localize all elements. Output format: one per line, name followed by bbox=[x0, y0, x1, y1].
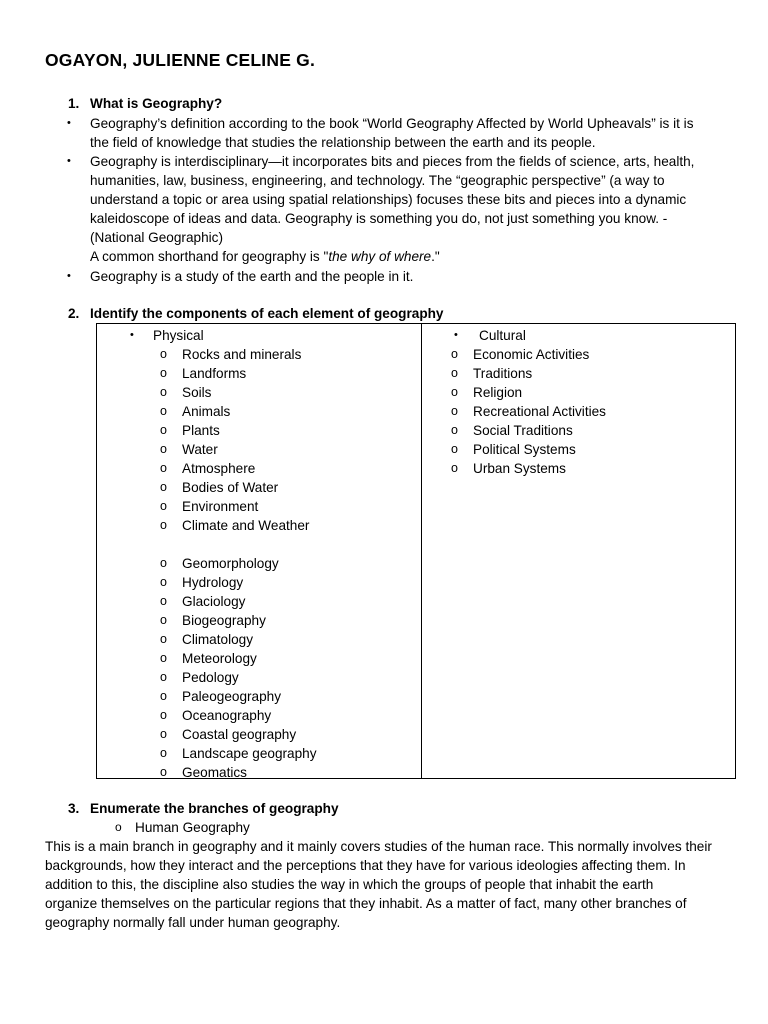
physical-item: Rocks and minerals bbox=[182, 347, 302, 362]
physical-field: Oceanography bbox=[182, 708, 272, 723]
physical-field: Hydrology bbox=[182, 575, 244, 590]
sub-bullet-icon: o bbox=[160, 594, 167, 608]
physical-field: Coastal geography bbox=[182, 727, 297, 742]
sub-bullet-icon: o bbox=[160, 708, 167, 722]
sub-bullet-icon: o bbox=[451, 461, 458, 475]
physical-field: Biogeography bbox=[182, 613, 266, 628]
q1-bullet-1-line-2: the field of knowledge that studies the relationship between the earth and its people. bbox=[90, 135, 596, 150]
bullet-icon: • bbox=[130, 329, 134, 341]
bullet-icon: • bbox=[454, 329, 458, 341]
paragraph-line: backgrounds, how they interact and the perceptions that they have for various ideologies affecting them. In bbox=[45, 858, 686, 873]
author-name: OGAYON, JULIENNE CELINE G. bbox=[45, 50, 316, 70]
sub-bullet-icon: o bbox=[451, 442, 458, 456]
sub-bullet-icon: o bbox=[160, 404, 167, 418]
physical-field: Geomatics bbox=[182, 765, 247, 780]
physical-item: Soils bbox=[182, 385, 212, 400]
q1-heading: What is Geography? bbox=[90, 96, 223, 111]
physical-item: Environment bbox=[182, 499, 259, 514]
q3-number: 3. bbox=[68, 801, 80, 816]
physical-item: Climate and Weather bbox=[182, 518, 310, 533]
table-divider bbox=[421, 324, 422, 778]
sub-bullet-icon: o bbox=[160, 632, 167, 646]
paragraph-line: addition to this, the discipline also studies the way in which the groups of people that inhabit the earth bbox=[45, 877, 654, 892]
q1-bullet-2-line-5: (National Geographic) bbox=[90, 230, 223, 245]
cultural-item: Recreational Activities bbox=[473, 404, 606, 419]
sub-bullet-icon: o bbox=[160, 518, 167, 532]
sub-bullet-icon: o bbox=[115, 820, 122, 834]
q1-shorthand-line bbox=[90, 247, 440, 266]
cultural-header: Cultural bbox=[479, 328, 526, 343]
paragraph-line: This is a main branch in geography and it mainly covers studies of the human race. This normally involves their bbox=[45, 839, 712, 854]
sub-bullet-icon: o bbox=[160, 347, 167, 361]
paragraph-line: geography normally fall under human geography. bbox=[45, 915, 341, 930]
sub-bullet-icon: o bbox=[451, 423, 458, 437]
physical-field: Paleogeography bbox=[182, 689, 282, 704]
q2-heading: Identify the components of each element of geography bbox=[90, 306, 444, 321]
sub-bullet-icon: o bbox=[160, 366, 167, 380]
cultural-item: Urban Systems bbox=[473, 461, 566, 476]
physical-item: Landforms bbox=[182, 366, 247, 381]
sub-bullet-icon: o bbox=[160, 613, 167, 627]
q1-bullet-2-line-3: understand a topic or area using spatial relationships) focuses these bits and pieces into a dynamic bbox=[90, 192, 687, 207]
sub-bullet-icon: o bbox=[160, 670, 167, 684]
cultural-item: Social Traditions bbox=[473, 423, 573, 438]
q2-number: 2. bbox=[68, 306, 80, 321]
sub-bullet-icon: o bbox=[160, 385, 167, 399]
physical-item: Atmosphere bbox=[182, 461, 256, 476]
sub-bullet-icon: o bbox=[451, 404, 458, 418]
cultural-item: Economic Activities bbox=[473, 347, 590, 362]
sub-bullet-icon: o bbox=[160, 556, 167, 570]
sub-bullet-icon: o bbox=[451, 385, 458, 399]
sub-bullet-icon: o bbox=[160, 727, 167, 741]
bullet-icon: • bbox=[67, 155, 71, 167]
q1-number: 1. bbox=[68, 96, 80, 111]
sub-bullet-icon: o bbox=[160, 461, 167, 475]
elements-table bbox=[96, 323, 736, 779]
sub-bullet-icon: o bbox=[451, 347, 458, 361]
physical-item: Water bbox=[182, 442, 218, 457]
q3-sub-item: Human Geography bbox=[135, 820, 250, 835]
sub-bullet-icon: o bbox=[160, 499, 167, 513]
sub-bullet-icon: o bbox=[160, 689, 167, 703]
physical-item: Animals bbox=[182, 404, 231, 419]
paragraph-line: organize themselves on the particular regions that they inhabit. As a matter of fact, many other branches of bbox=[45, 896, 687, 911]
sub-bullet-icon: o bbox=[160, 480, 167, 494]
human-geography-paragraph bbox=[45, 837, 735, 932]
q1-bullet-1-line-1: Geography’s definition according to the book “World Geography Affected by World Upheavals” is it is bbox=[90, 116, 694, 131]
physical-field: Landscape geography bbox=[182, 746, 317, 761]
bullet-icon: • bbox=[67, 270, 71, 282]
q1-bullet-2-line-1: Geography is interdisciplinary—it incorporates bits and pieces from the fields of science, arts, health, bbox=[90, 154, 695, 169]
sub-bullet-icon: o bbox=[160, 442, 167, 456]
sub-bullet-icon: o bbox=[160, 651, 167, 665]
physical-item: Bodies of Water bbox=[182, 480, 279, 495]
physical-header: Physical bbox=[153, 328, 204, 343]
sub-bullet-icon: o bbox=[160, 746, 167, 760]
physical-field: Pedology bbox=[182, 670, 239, 685]
sub-bullet-icon: o bbox=[160, 575, 167, 589]
shorthand-suffix: ." bbox=[431, 249, 440, 264]
physical-item: Plants bbox=[182, 423, 220, 438]
physical-field: Meteorology bbox=[182, 651, 257, 666]
cultural-item: Political Systems bbox=[473, 442, 576, 457]
bullet-icon: • bbox=[67, 117, 71, 129]
cultural-item: Religion bbox=[473, 385, 523, 400]
shorthand-italic: the why of where bbox=[328, 249, 432, 264]
q1-bullet-3-line-1: Geography is a study of the earth and the people in it. bbox=[90, 269, 414, 284]
sub-bullet-icon: o bbox=[160, 765, 167, 779]
physical-field: Geomorphology bbox=[182, 556, 279, 571]
q3-heading: Enumerate the branches of geography bbox=[90, 801, 339, 816]
sub-bullet-icon: o bbox=[451, 366, 458, 380]
physical-field: Climatology bbox=[182, 632, 254, 647]
sub-bullet-icon: o bbox=[160, 423, 167, 437]
q1-bullet-2-line-4: kaleidoscope of ideas and data. Geography is something you do, not just something you know. - bbox=[90, 211, 668, 226]
q1-bullet-2-line-2: humanities, law, business, engineering, and technology. The “geographic perspective” (a way to bbox=[90, 173, 665, 188]
cultural-item: Traditions bbox=[473, 366, 533, 381]
shorthand-prefix: A common shorthand for geography is " bbox=[90, 249, 329, 264]
physical-field: Glaciology bbox=[182, 594, 246, 609]
